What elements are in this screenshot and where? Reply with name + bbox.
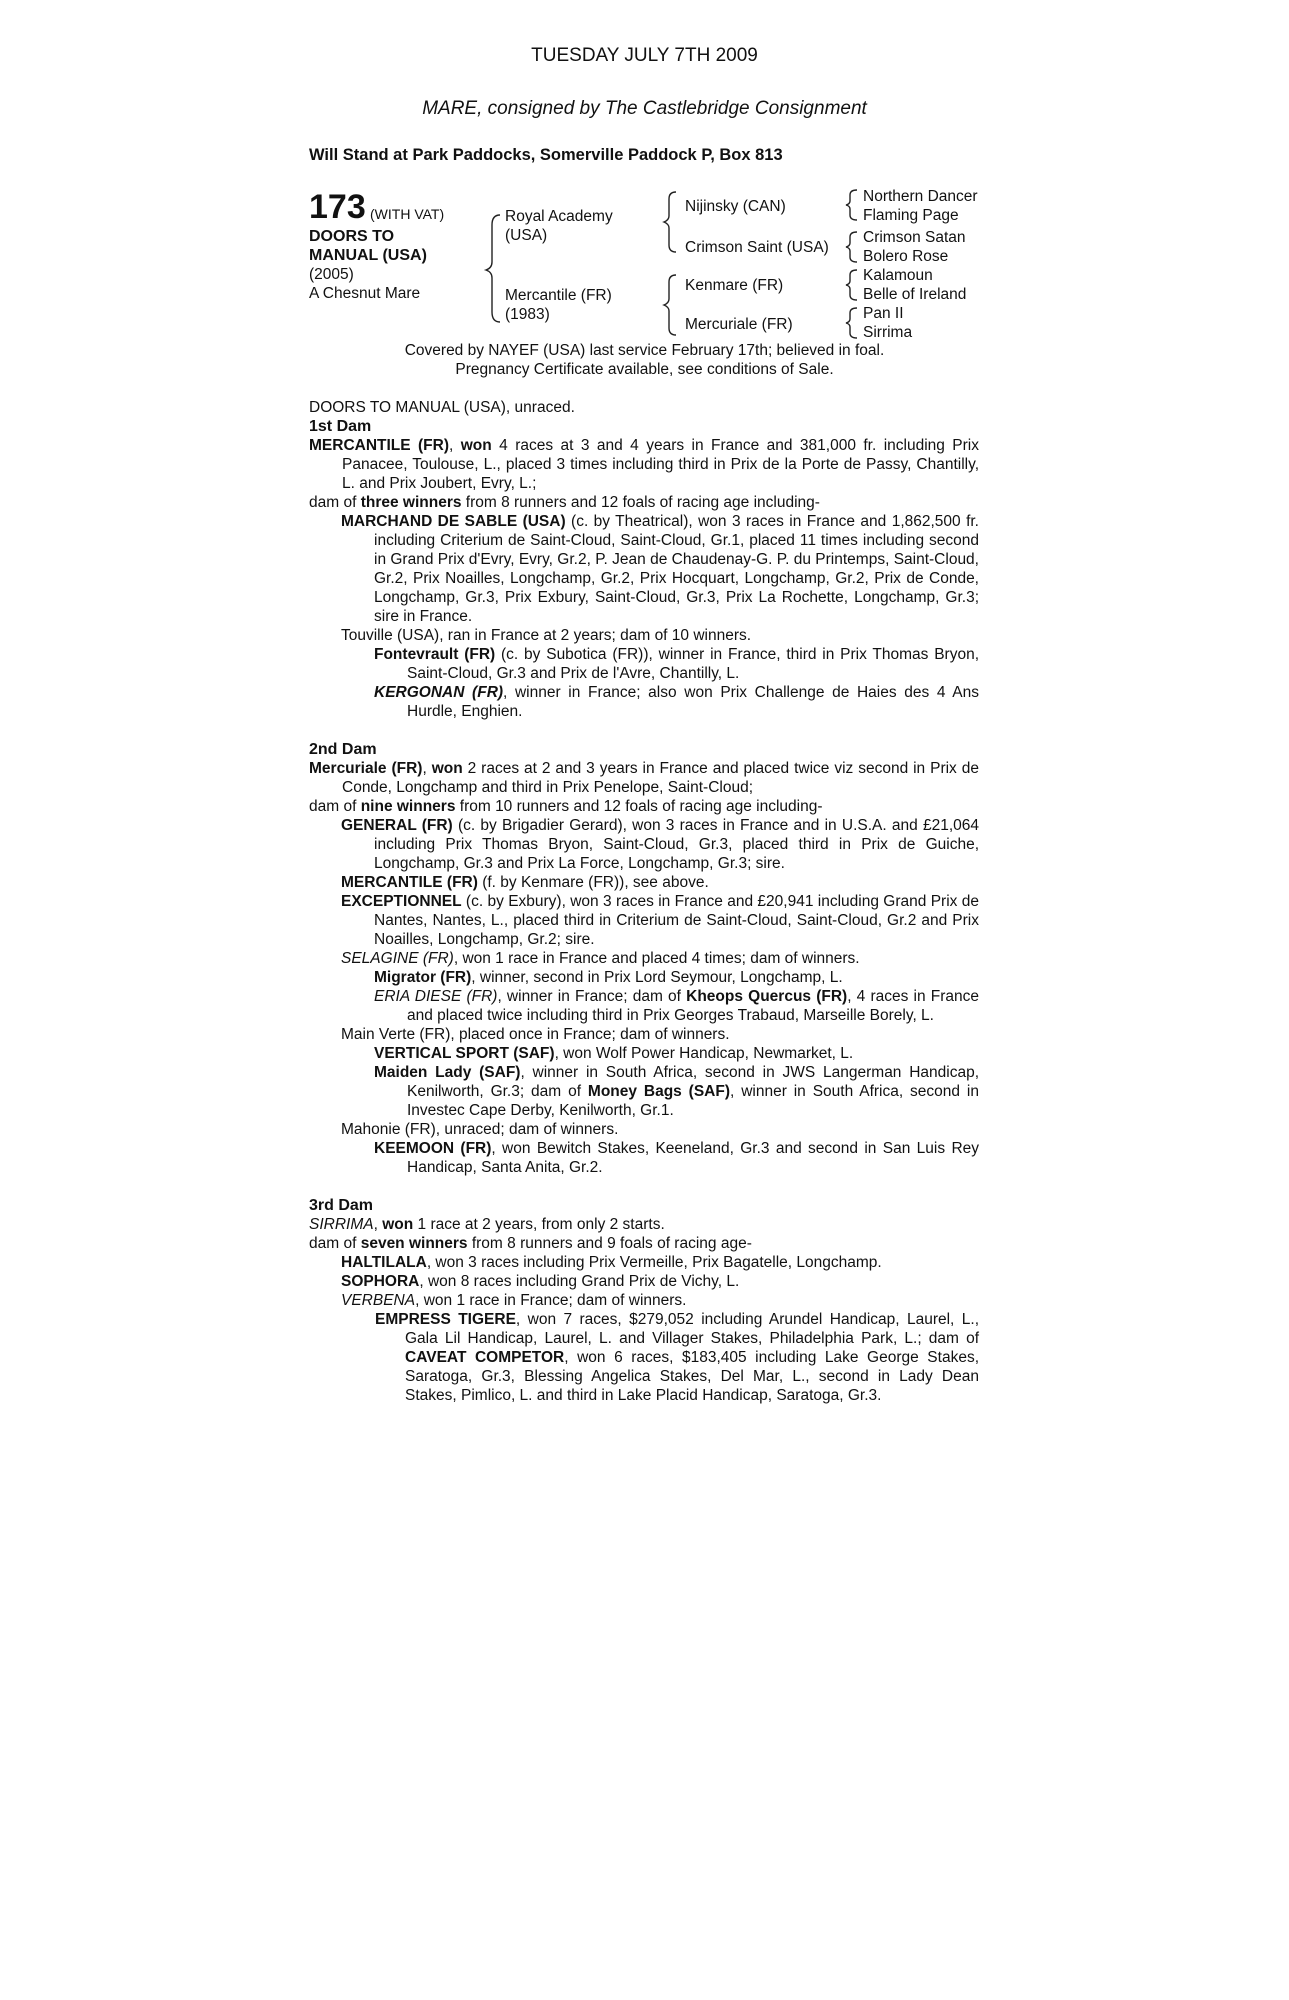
consignor-line: MARE, consigned by The Castlebridge Consignment [422, 98, 867, 119]
second-dam-record: Mercuriale (FR), won 2 races at 2 and 3 years in France and placed twice viz second in Prix de Conde, Longchamp and third in Prix Penelope, Saint-Cloud; [309, 760, 979, 796]
brace-gen2-top [664, 192, 676, 252]
second-dam-produce-6 [309, 987, 979, 1025]
third-dam-produce-2 [309, 1272, 979, 1291]
third-dam-damof-post: from 8 runners and 9 foals of racing age- [467, 1235, 752, 1252]
horse-description: A Chesnut Mare [309, 285, 421, 302]
second-dam-produce-5 [309, 968, 979, 987]
brace-gen3-3 [846, 270, 857, 300]
second-dam-won: won [431, 760, 463, 777]
produce-text: , won 8 races including Grand Prix de Vichy, L. [419, 1273, 740, 1290]
second-dam-produce-1 [309, 816, 979, 873]
pedigree-dsd: Belle of Ireland [863, 286, 967, 303]
produce-name-2: CAVEAT COMPETOR [405, 1349, 565, 1366]
pedigree-dam-dam: Mercuriale (FR) [685, 316, 793, 333]
covered-line: Covered by NAYEF (USA) last service February 17th; believed in foal. [404, 342, 885, 359]
second-dam-produce-8 [309, 1044, 979, 1063]
first-dam-name: MERCANTILE (FR) [309, 437, 450, 454]
produce-text: , won 1 race in France; dam of winners. [415, 1292, 687, 1309]
pedigree-sire: Royal Academy [505, 208, 613, 225]
brace-gen2-bottom [664, 275, 676, 335]
first-dam-produce-3 [309, 645, 979, 683]
pregnancy-line: Pregnancy Certificate available, see conditions of Sale. [455, 361, 834, 378]
first-dam-winners: three winners [360, 494, 462, 511]
pedigree-dam: Mercantile (FR) [505, 287, 612, 304]
produce-text: (c. by Subotica (FR)), winner in France, third in Prix Thomas Bryon, Saint-Cloud, Gr.3 and Prix de l'Avre, Chantilly, L. [407, 646, 980, 682]
produce-text-2: , won 6 races, $183,405 including Lake George Stakes, Saratoga, Gr.3, Blessing Angelica Stakes, Del Mar, L., second in Lady Dean Stakes, Pimlico, L. and third in Lake Placid Handicap, Saratoga, Gr.3. [405, 1349, 979, 1404]
produce-text: , winner in South Africa, second in JWS Langerman Handicap, Kenilworth, Gr.3; dam of [407, 1064, 979, 1100]
produce-text: , won 1 race in France and placed 4 times; dam of winners. [453, 950, 860, 967]
catalogue-body [309, 398, 979, 1405]
horse-name-line1: DOORS TO [309, 228, 395, 245]
produce-name: KEEMOON (FR) [374, 1140, 492, 1157]
pedigree-brackets [0, 0, 1289, 350]
produce-name: HALTILALA [341, 1254, 427, 1271]
first-dam-record: MERCANTILE (FR), won 4 races at 3 and 4 years in France and 381,000 fr. including Prix Panacee, Toulouse, L., placed 3 times including third in Prix de la Porte de Passy, Chantilly, L. and Prix Joubert, Evry, L.; [309, 437, 980, 492]
second-dam-produce-7: Main Verte (FR), placed once in France; dam of winners. [341, 1026, 730, 1043]
horse-name-line2: MANUAL (USA) [309, 247, 427, 264]
pedigree-sire-dam: Crimson Saint (USA) [685, 239, 829, 256]
first-dam-damof-post: from 8 runners and 12 foals of racing age including- [461, 494, 820, 511]
second-dam-heading: 2nd Dam [309, 741, 377, 758]
second-dam-damof-post: from 10 runners and 12 foals of racing age including- [455, 798, 823, 815]
produce-name: Maiden Lady (SAF) [374, 1064, 521, 1081]
brace-gen1 [486, 215, 500, 322]
produce-name: GENERAL (FR) [341, 817, 453, 834]
produce-text: , winner in France; dam of [497, 988, 687, 1005]
pedigree-dds: Pan II [863, 305, 904, 322]
produce-text: (c. by Brigadier Gerard), won 3 races in France and in U.S.A. and £21,064 including Prix Thomas Bryon, Saint-Cloud, Gr.3, placed third in Prix de Guiche, Longchamp, Gr.3 and Prix La Force, Longchamp, Gr.3; sire. [374, 817, 980, 872]
first-dam-produce-4 [309, 683, 979, 721]
produce-name-2: Kheops Quercus (FR) [686, 988, 848, 1005]
produce-name: EXCEPTIONNEL [341, 893, 462, 910]
produce-name: ERIA DIESE (FR) [374, 988, 498, 1005]
lot-number: 173 [309, 188, 366, 226]
pedigree-ssd: Flaming Page [863, 207, 959, 224]
produce-name: EMPRESS TIGERE [375, 1311, 516, 1328]
third-dam-name: SIRRIMA [309, 1216, 374, 1233]
produce-name: SELAGINE (FR) [341, 950, 454, 967]
produce-text: , winner, second in Prix Lord Seymour, Longchamp, L. [471, 969, 843, 986]
second-dam-produce-10: Mahonie (FR), unraced; dam of winners. [341, 1121, 619, 1138]
pedigree-dam-sire: Kenmare (FR) [685, 277, 784, 294]
produce-name: Migrator (FR) [374, 969, 472, 986]
first-dam-produce-2: Touville (USA), ran in France at 2 years; dam of 10 winners. [341, 627, 752, 644]
third-dam-record: SIRRIMA, won 1 race at 2 years, from only 2 starts. [309, 1216, 665, 1233]
produce-text: , won Wolf Power Handicap, Newmarket, L. [554, 1045, 854, 1062]
third-dam-text: 1 race at 2 years, from only 2 starts. [413, 1216, 665, 1233]
second-dam-text: 2 races at 2 and 3 years in France and placed twice viz second in Prix de Conde, Longchamp and third in Prix Penelope, Saint-Cloud; [342, 760, 979, 796]
foaling-year: (2005) [309, 266, 354, 283]
produce-name: MERCANTILE (FR) [341, 874, 478, 891]
sale-date: TUESDAY JULY 7TH 2009 [531, 45, 758, 66]
second-dam-name: Mercuriale (FR) [309, 760, 423, 777]
stand-location: Will Stand at Park Paddocks, Somerville Paddock P, Box 813 [309, 146, 783, 164]
first-dam-heading: 1st Dam [309, 418, 372, 435]
pedigree-dam-year: (1983) [505, 306, 550, 323]
intro-line: DOORS TO MANUAL (USA), unraced. [309, 399, 575, 416]
third-dam-produce-3 [309, 1291, 979, 1310]
produce-text: , won 3 races including Prix Vermeille, Prix Bagatelle, Longchamp. [426, 1254, 882, 1271]
first-dam-won: won [460, 437, 492, 454]
vat-note: (WITH VAT) [370, 206, 445, 222]
second-dam-damof-pre: dam of [309, 798, 361, 815]
produce-text: (c. by Theatrical), won 3 races in France and 1,862,500 fr. including Criterium de Saint-Cloud, Saint-Cloud, Gr.1, placed 11 times including second in Grand Prix d'Evry, Evry, Gr.2, P. Jean de Chaudenay-G. P. du Printemps, Saint-Cloud, Gr.2, Prix Noailles, Longchamp, Gr.2, Prix Hocquart, Longchamp, Gr.2, Prix de Conde, Longchamp, Gr.3, Prix Exbury, Saint-Cloud, Gr.3, Prix La Rochette, Longchamp, Gr.3; sire in France. [374, 513, 979, 625]
produce-text-2: , winner in South Africa, second in Investec Cape Derby, Kenilworth, Gr.1. [407, 1083, 979, 1119]
second-dam-produce-11 [309, 1139, 979, 1177]
third-dam-damof-pre: dam of [309, 1235, 361, 1252]
produce-name: VERBENA [341, 1292, 416, 1309]
produce-text: , won Bewitch Stakes, Keeneland, Gr.3 and second in San Luis Rey Handicap, Santa Anita, Gr.2. [407, 1140, 980, 1176]
pedigree-sire-sire: Nijinsky (CAN) [685, 198, 786, 215]
first-dam-damof-pre: dam of [309, 494, 361, 511]
produce-text: , winner in France; also won Prix Challenge de Haies des 4 Ans Hurdle, Enghien. [407, 684, 979, 720]
third-dam-produce-line [309, 1234, 979, 1253]
brace-gen3-1 [846, 190, 857, 220]
second-dam-produce-line [309, 797, 979, 816]
second-dam-produce-4 [309, 949, 979, 968]
brace-gen3-2 [846, 232, 857, 262]
produce-name: VERTICAL SPORT (SAF) [374, 1045, 555, 1062]
produce-text: (f. by Kenmare (FR)), see above. [477, 874, 709, 891]
third-dam-produce-4 [309, 1310, 979, 1405]
brace-gen3-4 [846, 308, 857, 338]
first-dam-produce-line [309, 493, 979, 512]
produce-name: Fontevrault (FR) [374, 646, 496, 663]
produce-name: KERGONAN (FR) [374, 684, 504, 701]
second-dam-winners: nine winners [360, 798, 456, 815]
produce-text-2: , 4 races in France and placed twice including third in Prix Georges Trabaud, Marseille Borely, L. [407, 988, 980, 1024]
pedigree-ddd: Sirrima [863, 324, 913, 341]
produce-name: MARCHAND DE SABLE (USA) [341, 513, 566, 530]
pedigree-sds: Crimson Satan [863, 229, 966, 246]
second-dam-produce-2 [309, 873, 979, 892]
produce-text: , won 7 races, $279,052 including Arundel Handicap, Laurel, L., Gala Lil Handicap, Laurel, L. and Villager Stakes, Philadelphia Park, L.; dam of [405, 1311, 980, 1347]
second-dam-produce-3 [309, 892, 979, 949]
first-dam-produce-1 [309, 512, 979, 626]
first-dam-text: 4 races at 3 and 4 years in France and 381,000 fr. including Prix Panacee, Toulouse, L., placed 3 times including third in Prix de la Porte de Passy, Chantilly, L. and Prix Joubert, Evry, L.; [342, 437, 980, 492]
produce-name: SOPHORA [341, 1273, 420, 1290]
third-dam-won: won [382, 1216, 414, 1233]
produce-text: (c. by Exbury), won 3 races in France and £20,941 including Grand Prix de Nantes, Nantes, L., placed third in Criterium de Saint-Cloud, Saint-Cloud, Gr.2 and Prix Noailles, Longchamp, Gr.2; sire. [374, 893, 979, 948]
pedigree-sire-country: (USA) [505, 227, 548, 244]
third-dam-winners: seven winners [360, 1235, 468, 1252]
third-dam-heading: 3rd Dam [309, 1197, 374, 1214]
produce-name-2: Money Bags (SAF) [587, 1083, 730, 1100]
pedigree-sdd: Bolero Rose [863, 248, 949, 265]
third-dam-produce-1 [309, 1253, 979, 1272]
pedigree-dss: Kalamoun [863, 267, 933, 284]
second-dam-produce-9 [309, 1063, 979, 1120]
pedigree-sss: Northern Dancer [863, 188, 978, 205]
